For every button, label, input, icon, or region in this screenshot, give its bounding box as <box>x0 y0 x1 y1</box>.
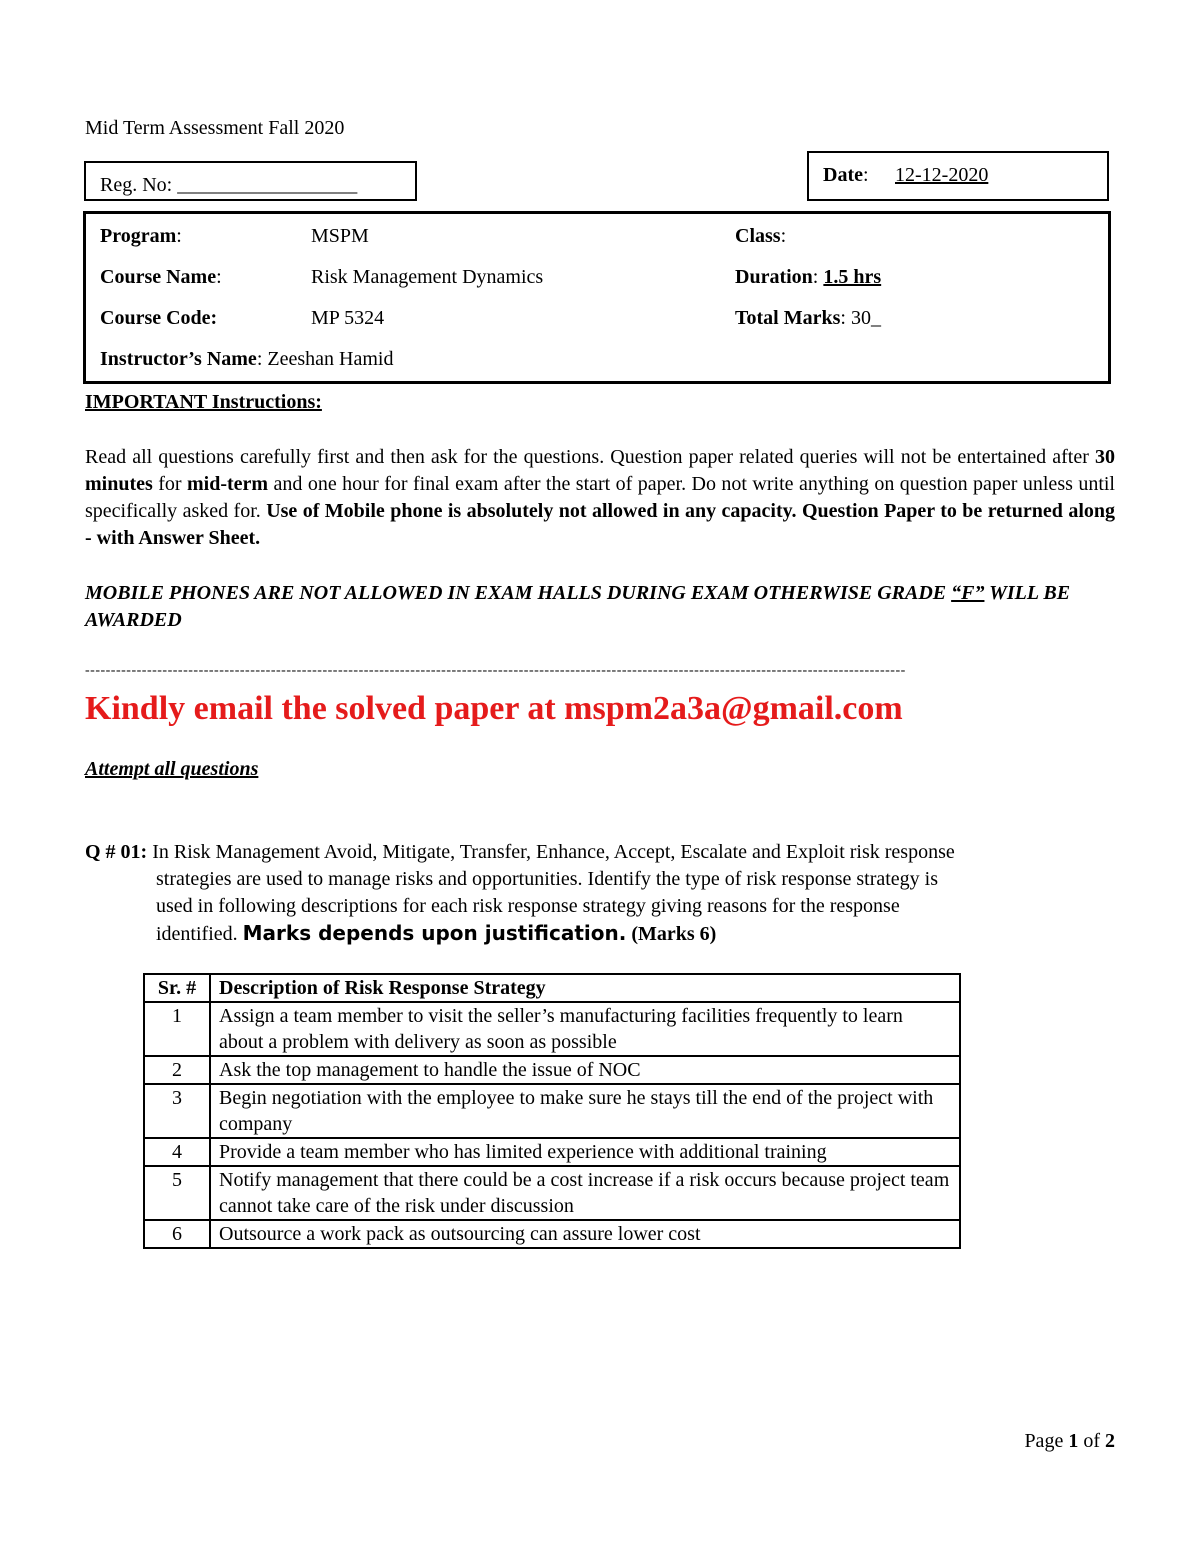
duration-value: 1.5 hrs <box>823 266 882 288</box>
date-value: 12-12-2020 <box>895 164 989 186</box>
question-number: Q # 01: <box>85 841 148 863</box>
question-1: Q # 01: In Risk Management Avoid, Mitigate, Transfer, Enhance, Accept, Escalate and Exploit risk response strategies are used to manage risks and opportunities. Identify the type of risk response strategy is used in following descriptions for each risk response strategy giving reasons for the response identified. Marks depends upon justification. (Marks 6) <box>85 841 955 945</box>
course-info-box <box>83 211 1111 384</box>
duration-label: Duration: 1.5 hrs <box>735 266 882 288</box>
reg-no-label: Reg. No: __________________ <box>100 174 358 196</box>
course-name-value: Risk Management Dynamics <box>311 266 544 288</box>
row-sr: 2 <box>144 1056 210 1084</box>
divider-line: --------------------------------------------------------------------------------------------------------------------------------------------------------------- <box>85 663 906 678</box>
table-header-row <box>144 974 960 1002</box>
assessment-title: Mid Term Assessment Fall 2020 <box>85 117 345 139</box>
table-row <box>144 1084 960 1138</box>
class-label: Class: <box>735 225 787 247</box>
row-sr: 1 <box>144 1002 210 1056</box>
course-name-label: Course Name: <box>100 266 222 288</box>
date-box <box>807 151 1109 201</box>
program-value: MSPM <box>311 225 369 247</box>
email-notice: Kindly email the solved paper at mspm2a3a@gmail.com <box>85 690 903 727</box>
column-header-description: Description of Risk Response Strategy <box>210 974 960 1002</box>
course-code-label: Course Code: <box>100 307 218 329</box>
row-description: Ask the top management to handle the issue of NOC <box>210 1056 960 1084</box>
course-code-value: MP 5324 <box>311 307 385 329</box>
total-marks-value: 30_ <box>850 307 881 329</box>
risk-response-table <box>143 973 961 1249</box>
row-description: Provide a team member who has limited experience with additional training <box>210 1138 960 1166</box>
instructions-heading: IMPORTANT Instructions: <box>85 391 322 413</box>
question-marks: (Marks 6) <box>626 923 717 945</box>
instructor-value: Zeeshan Hamid <box>267 348 394 370</box>
row-description: Outsource a work pack as outsourcing can assure lower cost <box>210 1220 960 1248</box>
reg-no-box <box>84 161 417 201</box>
page-number: Page 1 of 2 <box>1024 1430 1115 1452</box>
row-sr: 3 <box>144 1084 210 1138</box>
row-description: Assign a team member to visit the seller’s manufacturing facilities frequently to learn about a problem with delivery as soon as possible <box>210 1002 960 1056</box>
program-label: Program: <box>100 225 182 247</box>
table-row <box>144 1138 960 1166</box>
row-sr: 5 <box>144 1166 210 1220</box>
row-sr: 6 <box>144 1220 210 1248</box>
column-header-sr: Sr. # <box>144 974 210 1002</box>
table-row <box>144 1056 960 1084</box>
attempt-all-heading: Attempt all questions <box>85 758 259 780</box>
mobile-warning: MOBILE PHONES ARE NOT ALLOWED IN EXAM HALLS DURING EXAM OTHERWISE GRADE “F” WILL BE AWARDED <box>85 582 1071 631</box>
justification-emphasis: Marks depends upon justification. <box>242 921 627 945</box>
row-sr: 4 <box>144 1138 210 1166</box>
row-description: Notify management that there could be a cost increase if a risk occurs because project team cannot take care of the risk under discussion <box>210 1166 960 1220</box>
row-description: Begin negotiation with the employee to make sure he stays till the end of the project with company <box>210 1084 960 1138</box>
instructions-paragraph: Read all questions carefully first and then ask for the questions. Question paper related queries will not be entertained after 30 minutes for mid-term and one hour for final exam after the start of paper. Do not write anything on question paper unless until specifically asked for. Use of Mobile phone is absolutely not allowed in any capacity. Question Paper to be returned along - with Answer Sheet. <box>85 446 1115 549</box>
table-row <box>144 1166 960 1220</box>
date-label: Date: <box>823 164 869 186</box>
table-row <box>144 1002 960 1056</box>
total-marks-label: Total Marks: 30_ <box>735 307 881 329</box>
table-row <box>144 1220 960 1248</box>
instructor-label: Instructor’s Name: Zeeshan Hamid <box>100 348 394 370</box>
